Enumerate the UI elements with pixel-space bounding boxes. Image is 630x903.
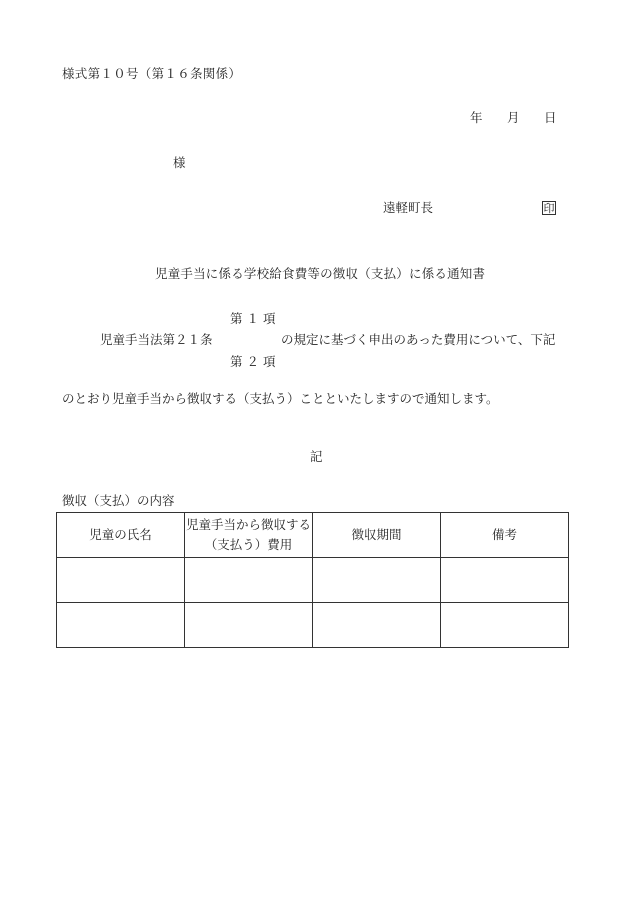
cell-period[interactable] [313, 603, 441, 648]
date-day-label: 日 [544, 110, 557, 125]
header-period: 徴収期間 [313, 513, 441, 558]
paragraph-option-2: 第 ２ 項 [230, 354, 276, 369]
paragraph-option-1: 第 １ 項 [230, 311, 276, 326]
cell-child-name[interactable] [57, 603, 185, 648]
addressee-suffix: 様 [173, 155, 186, 170]
body-line-1: の規定に基づく申出のあった費用について、下記 [281, 332, 556, 347]
header-child-name: 児童の氏名 [57, 513, 185, 558]
date-month-label: 月 [507, 110, 520, 125]
table-row [57, 558, 569, 603]
cell-remarks[interactable] [441, 603, 569, 648]
document-title: 児童手当に係る学校給食費等の徴収（支払）に係る通知書 [155, 266, 486, 281]
law-reference: 児童手当法第２１条 [100, 332, 213, 347]
cell-fee[interactable] [185, 603, 313, 648]
cell-period[interactable] [313, 558, 441, 603]
header-remarks: 備考 [441, 513, 569, 558]
table-caption: 徴収（支払）の内容 [62, 493, 175, 508]
date-year-label: 年 [470, 110, 483, 125]
content-table [56, 512, 569, 648]
cell-child-name[interactable] [57, 558, 185, 603]
table-header-row [57, 513, 569, 558]
cell-remarks[interactable] [441, 558, 569, 603]
form-number: 様式第１０号（第１６条関係） [62, 66, 242, 81]
body-line-2: のとおり児童手当から徴収する（支払う）ことといたしますので通知します。 [62, 391, 499, 406]
ki-heading: 記 [310, 449, 323, 464]
table-row [57, 603, 569, 648]
cell-fee[interactable] [185, 558, 313, 603]
header-fee: 児童手当から徴収する（支払う）費用 [185, 513, 313, 558]
issuer-title: 遠軽町長 [383, 200, 434, 215]
seal-box: 印 [543, 202, 555, 215]
